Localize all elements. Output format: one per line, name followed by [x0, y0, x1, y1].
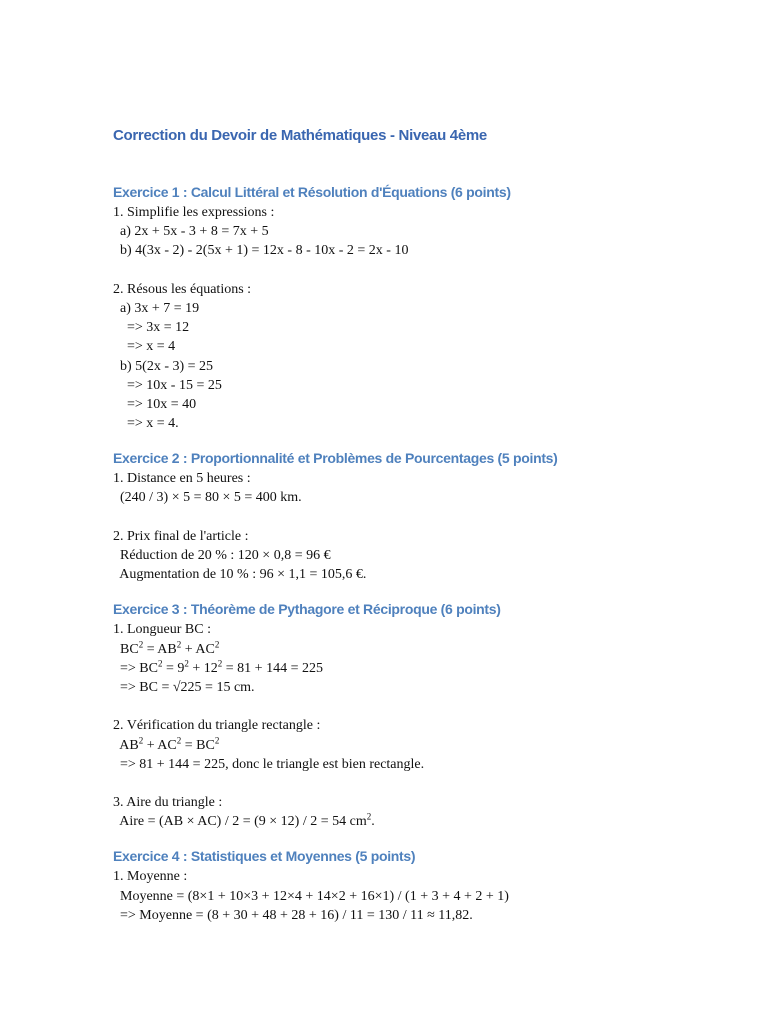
text-line: => BC = √225 = 15 cm.: [113, 679, 255, 695]
text-line: => 3x = 12: [113, 320, 190, 336]
text-line: => 81 + 144 = 225, donc le triangle est bien rectangle.: [113, 756, 425, 772]
blank-line: [113, 508, 753, 527]
exercise-3-title: Exercice 3 : Théorème de Pythagore et Réciproque (6 points): [113, 601, 501, 618]
exercise-1-title: Exercice 1 : Calcul Littéral et Résolution d'Équations (6 points): [113, 184, 511, 200]
text-line: $AB^2 + AC^2 = BC^2$: [113, 734, 220, 753]
exercise-4: [113, 845, 753, 925]
text-line: Moyenne = (8×1 + 10×3 + 12×4 + 14×2 + 16×1) / (1 + 3 + 4 + 2 + 1): [113, 888, 509, 904]
text-line: => $BC^2 = 9^2 + 12^2 = 81 + 144 = 225$: [113, 658, 323, 676]
text-line: b) 4(3x - 2) - 2(5x + 1) = 12x - 8 - 10x - 2 = 2x - 10: [113, 243, 409, 259]
exercise-2: [113, 447, 753, 584]
text-line: b) 5(2x - 3) = 25: [113, 358, 214, 374]
blank-line: [113, 697, 753, 716]
text-line: Aire = (AB × AC) / 2 = (9 × 12) / 2 = 54 $cm^2$.: [113, 811, 375, 830]
text-line: a) 2x + 5x - 3 + 8 = 7x + 5: [113, 224, 269, 240]
exercise-4-body: [113, 867, 753, 925]
document-title: Correction du Devoir de Mathématiques - Niveau 4ème: [113, 127, 487, 144]
text-line: => 10x - 15 = 25: [113, 377, 222, 393]
text-line: Réduction de 20 % : 120 × 0,8 = 96 €: [113, 548, 331, 563]
text-line: 2. Prix final de l'article :: [113, 528, 249, 544]
exercise-1-body: [113, 203, 753, 433]
text-line: Augmentation de 10 % : 96 × 1,1 = 105,6 €.: [113, 567, 367, 583]
text-line: => 10x = 40: [113, 396, 197, 412]
text-line: 1. Longueur BC :: [113, 622, 211, 638]
text-line: 1. Simplifie les expressions :: [113, 205, 275, 220]
exercise-1: [113, 181, 753, 433]
blank-line: [113, 261, 753, 280]
document-page: [113, 124, 753, 925]
text-line: 1. Distance en 5 heures :: [113, 471, 251, 487]
exercise-4-title: Exercice 4 : Statistiques et Moyennes (5 points): [113, 848, 416, 865]
exercise-3-body: [113, 620, 753, 831]
exercise-2-title: Exercice 2 : Proportionnalité et Problèmes de Pourcentages (5 points): [113, 450, 558, 467]
text-line: => Moyenne = (8 + 30 + 48 + 28 + 16) / 11 = 130 / 11 ≈ 11,82.: [113, 907, 473, 923]
text-line: 3. Aire du triangle :: [113, 795, 223, 811]
exercise-2-body: [113, 469, 753, 584]
text-line: $BC^2 = AB^2 + AC^2$: [113, 638, 220, 657]
text-line: => x = 4: [113, 339, 176, 355]
text-line: a) 3x + 7 = 19: [113, 300, 200, 316]
exercise-3: [113, 598, 753, 831]
text-line: (240 / 3) × 5 = 80 × 5 = 400 km.: [113, 490, 302, 506]
blank-line: [113, 774, 753, 793]
text-line: 1. Moyenne :: [113, 869, 188, 885]
text-line: => x = 4.: [113, 416, 179, 432]
text-line: 2. Résous les équations :: [113, 281, 252, 297]
text-line: 2. Vérification du triangle rectangle :: [113, 718, 321, 734]
